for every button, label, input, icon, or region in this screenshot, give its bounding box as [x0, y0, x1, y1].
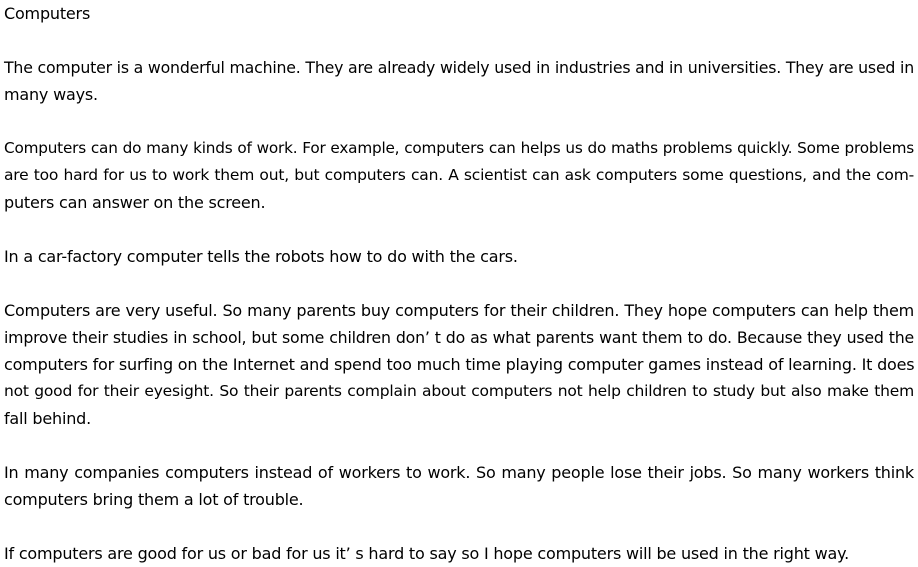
paragraph-line: puters can answer on the screen.	[4, 193, 266, 212]
paragraph-line: If computers are good for us or bad for us it’ s hard to say so I hope computers will be used in the right way.	[4, 544, 849, 563]
paragraph-kinds-of-work	[4, 135, 914, 216]
paragraph-car-factory	[4, 243, 914, 270]
paragraph-line: improve their studies in school, but some children don’ t do as what parents want them to do. Because they used the	[4, 328, 914, 347]
document-title: Computers	[4, 4, 91, 23]
paragraph-line: computers for surfing on the Internet and spend too much time playing computer games instead of learning. It does	[4, 355, 915, 374]
paragraph-line: fall behind.	[4, 409, 91, 428]
paragraph-spacer	[4, 216, 914, 243]
paragraph-line: are too hard for us to work them out, but computers can. A scientist can ask computers some questions, and the com-	[4, 166, 914, 184]
document-body	[4, 0, 914, 567]
paragraph-conclusion	[4, 540, 914, 567]
paragraph-useful	[4, 297, 914, 432]
paragraph-line: In a car-factory computer tells the robots how to do with the cars.	[4, 247, 518, 266]
paragraph-spacer	[4, 432, 914, 459]
paragraph-spacer	[4, 108, 914, 135]
paragraph-spacer	[4, 27, 914, 54]
paragraph-line: computers bring them a lot of trouble.	[4, 490, 304, 509]
paragraph-line: The computer is a wonderful machine. They are already widely used in industries and in universities. They are used in	[4, 58, 914, 77]
paragraph-intro	[4, 54, 914, 108]
paragraph-spacer	[4, 513, 914, 540]
paragraph-spacer	[4, 270, 914, 297]
paragraph-line: Computers can do many kinds of work. For example, computers can helps us do maths problems quickly. Some problems	[4, 139, 914, 157]
paragraph-line: not good for their eyesight. So their parents complain about computers not help children to study but also make them	[4, 382, 914, 400]
paragraph-line: many ways.	[4, 85, 98, 104]
paragraph-line: In many companies computers instead of workers to work. So many people lose their jobs. So many workers think	[4, 463, 914, 482]
paragraph-companies	[4, 459, 914, 513]
paragraph-line: Computers are very useful. So many parents buy computers for their children. They hope computers can help them	[4, 301, 914, 320]
